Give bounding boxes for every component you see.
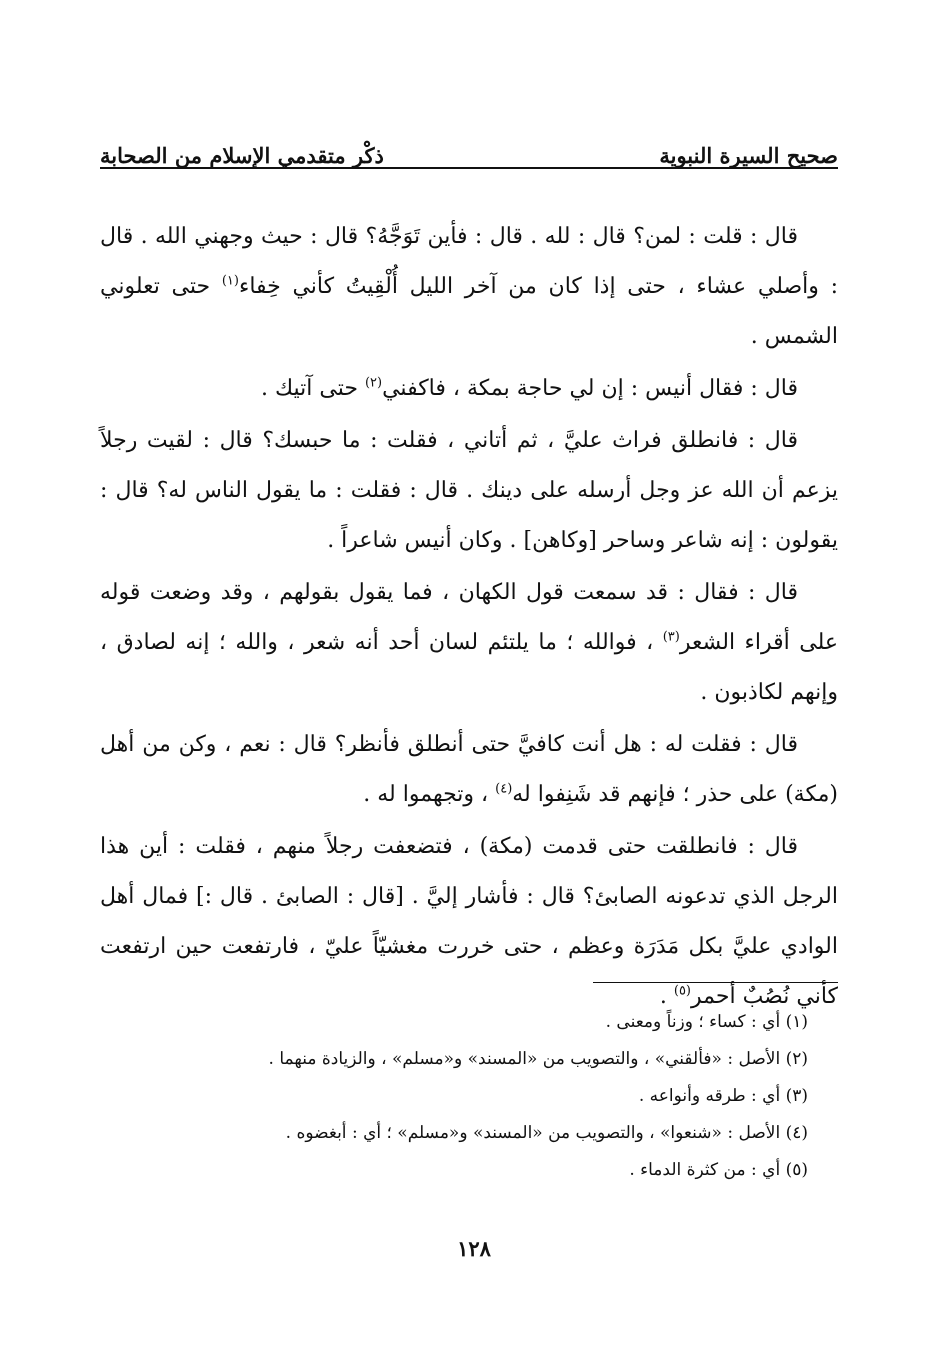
- footnote-ref: (٤): [495, 781, 513, 797]
- footnote: (٢) الأصل : «فألقني» ، والتصويب من «المسند» و«مسلم» ، والزيادة منهما .: [268, 1049, 808, 1069]
- paragraph: قال : فقال : قد سمعت قول الكهان ، فما يقول بقولهم ، وقد وضعت قوله على أقراء الشعر$^{(٣)}$ ، فوالله ؛ ما يلتئم لسان أحد أنه شعر ، والله ؛ إنه لصادق ، وإنهم لكاذبون .: [100, 580, 838, 705]
- paragraph: قال : فانطلق فراث عليَّ ، ثم أتاني ، فقلت : ما حبسك؟ قال : لقيت رجلاً يزعم أن الله عز وجل أرسله على دينك . قال : فقلت : ما يقول الناس له؟ قال : يقولون : إنه شاعر وساحر [وكاهن] . وكان أنيس شاعراً .: [100, 428, 838, 553]
- footnote-ref: (١): [221, 273, 239, 289]
- footnotes: [100, 1004, 808, 1189]
- running-header: [100, 128, 838, 168]
- paragraph: قال : قلت : لمن؟ قال : لله . قال : فأين تَوَجَّهُ؟ قال : حيث وجهني الله . قال : وأصلي عشاء ، حتى إذا كان من آخر الليل أُلْقِيتُ كأني خِفاء$^{(١)}$ حتى تعلوني الشمس .: [100, 224, 839, 349]
- footnote: (٣) أي : طرقه وأنواعه .: [638, 1086, 808, 1106]
- paragraph: قال : فقلت له : هل أنت كافيَّ حتى أنطلق فأنظر؟ قال : نعم ، وكن من أهل (مكة) على حذر ؛ فإنهم قد شَنِفوا له$^{(٤)}$ ، وتجهموا له .: [100, 732, 838, 807]
- footnote-divider: [593, 982, 838, 983]
- chapter-title: ذكْر متقدمي الإسلام من الصحابة: [100, 143, 384, 168]
- paragraph: قال : فانطلقت حتى قدمت (مكة) ، فتضعفت رجلاً منهم ، فقلت : أين هذا الرجل الذي تدعونه الصابئ؟ قال : فأشار إليَّ . [قال : الصابئ . قال :] فمال أهل الوادي عليَّ بكل مَدَرَة وعظم ، حتى خررت مغشيّاً عليّ ، فارتفعت حين ارتفعت كأني نُصُبٌ أحمر$^{(٥)}$ .: [100, 834, 838, 1009]
- footnote-ref: (٢): [364, 375, 383, 391]
- footnote: (٥) أي : من كثرة الدماء .: [629, 1160, 808, 1180]
- book-title: صحيح السيرة النبوية: [659, 143, 838, 168]
- main-text: [100, 212, 838, 1024]
- footnote: (١) أي : كساء ؛ وزناً ومعنى .: [605, 1012, 808, 1032]
- footnote: (٤) الأصل : «شنعوا» ، والتصويب من «المسند» و«مسلم» ؛ أي : أبغضوه .: [285, 1123, 808, 1143]
- paragraph: قال : فقال أنيس : إن لي حاجة بمكة ، فاكفني$^{(٢)}$ حتى آتيك .: [260, 375, 798, 401]
- footnote-ref: (٥): [673, 983, 691, 999]
- footnote-ref: (٣): [662, 629, 680, 645]
- header-divider: [100, 167, 838, 169]
- page-number: ١٢٨: [457, 1236, 491, 1261]
